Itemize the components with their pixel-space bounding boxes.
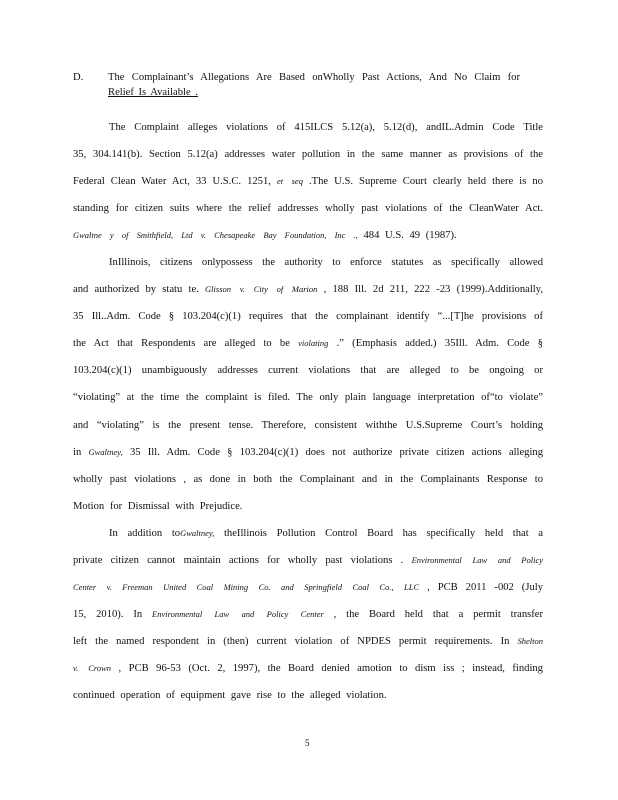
line-text: theIllinois Pollution Control Board has specifically held that a bbox=[214, 528, 543, 539]
line-text: 35 Ill. Adm. Code § 103.204(c)(1) does not authorize private citizen actions alleging bbox=[122, 447, 543, 458]
line-text: and authorized by statu te. bbox=[73, 284, 206, 295]
body-line bbox=[73, 419, 543, 432]
page-number: 5 bbox=[305, 738, 310, 748]
body-line bbox=[73, 500, 543, 513]
citation-text: Gwaltne y of Smithfield, Ltd v. Chesapeake Bay Foundation, Inc ., bbox=[73, 230, 358, 240]
citation-text: Environmental Law and Policy Center bbox=[152, 609, 324, 619]
body-line bbox=[73, 473, 543, 486]
body-line bbox=[109, 527, 543, 540]
citation-text: Environmental Law and Policy bbox=[411, 555, 543, 565]
section-heading-underlined: Relief Is Available . bbox=[108, 87, 198, 98]
line-text: In addition to bbox=[109, 528, 181, 539]
citation-text: Gwaltney, bbox=[88, 447, 123, 457]
line-text: standing for citizen suits where the relief addresses wholly past violations of the CleanWater Act. bbox=[73, 203, 543, 214]
line-text: .” (Emphasis added.) 35Ill. Adm. Code § bbox=[328, 338, 543, 349]
citation-text: Glisson v. City of Marion bbox=[205, 284, 318, 294]
line-text: 35, 304.141(b). Section 5.12(a) addresses water pollution in the same manner as provisions of the bbox=[73, 149, 543, 160]
citation-text: Gwaltney, bbox=[180, 528, 215, 538]
line-text: continued operation of equipment gave rise to the alleged violation. bbox=[73, 690, 387, 701]
body-line bbox=[73, 391, 543, 404]
line-text: Federal Clean Water Act, 33 U.S.C. 1251, bbox=[73, 176, 277, 187]
body-line bbox=[73, 608, 543, 621]
body-line bbox=[73, 635, 543, 648]
citation-text: Shelton bbox=[517, 636, 543, 646]
line-text: .The U.S. Supreme Court clearly held there is no bbox=[302, 176, 543, 187]
body-line bbox=[109, 121, 543, 134]
line-text: and “violating” is the present tense. Therefore, consistent withthe U.S.Supreme Court’s holding bbox=[73, 420, 543, 431]
line-text: the Act that Respondents are alleged to be bbox=[73, 338, 299, 349]
body-line bbox=[73, 581, 543, 594]
body-line bbox=[73, 310, 543, 323]
body-line bbox=[73, 229, 543, 242]
line-text: wholly past violations , as done in both the Complainant and in the Complainants Response to bbox=[73, 474, 543, 485]
line-text: The Complaint alleges violations of 415ILCS 5.12(a), 5.12(d), andIL.Admin Code Title bbox=[109, 122, 543, 133]
line-text: private citizen cannot maintain actions for wholly past violations . bbox=[73, 555, 412, 566]
line-text: , the Board held that a permit transfer bbox=[323, 609, 543, 620]
line-text: 35 Ill..Adm. Code § 103.204(c)(1) requires that the complainant identify “...[T]he provisions of bbox=[73, 311, 543, 322]
line-text: in bbox=[73, 447, 89, 458]
line-text: 103.204(c)(1) unambiguously addresses current violations that are alleged to be ongoing or bbox=[73, 365, 543, 376]
section-heading: The Complainant’s Allegations Are Based onWholly Past Actions, And No Claim for bbox=[108, 72, 520, 83]
body-line bbox=[73, 148, 543, 161]
body-line bbox=[73, 689, 543, 702]
line-text: , 188 Ill. 2d 211, 222 -23 (1999).Additionally, bbox=[317, 284, 543, 295]
line-text: “violating” at the time the complaint is filed. The only plain language interpretation of“to violate” bbox=[73, 392, 543, 403]
citation-text: violating bbox=[298, 338, 329, 348]
body-line bbox=[109, 256, 543, 269]
line-text: left the named respondent in (then) current violation of NPDES permit requirements. In bbox=[73, 636, 518, 647]
line-text: , PCB 2011 -002 (July bbox=[419, 582, 543, 593]
citation-text: v. Crown bbox=[73, 663, 112, 673]
citation-text: Center v. Freeman United Coal Mining Co. and Springfield Coal Co., LLC bbox=[73, 582, 420, 592]
section-letter: D. bbox=[73, 72, 84, 83]
body-line bbox=[73, 202, 543, 215]
body-line bbox=[73, 554, 543, 567]
line-text: 484 U.S. 49 (1987). bbox=[357, 230, 457, 241]
line-text: Motion for Dismissal with Prejudice. bbox=[73, 501, 243, 512]
body-line bbox=[73, 446, 543, 459]
line-text: , PCB 96-53 (Oct. 2, 1997), the Board denied amotion to dism iss ; instead, finding bbox=[111, 663, 543, 674]
line-text: 15, 2010). In bbox=[73, 609, 153, 620]
body-line bbox=[73, 337, 543, 350]
body-line bbox=[73, 283, 543, 296]
body-line bbox=[73, 662, 543, 675]
line-text: InIllinois, citizens onlypossess the authority to enforce statutes as specifically allowed bbox=[109, 257, 543, 268]
citation-text: et seq bbox=[276, 176, 303, 186]
body-line bbox=[73, 175, 543, 188]
body-line bbox=[73, 364, 543, 377]
